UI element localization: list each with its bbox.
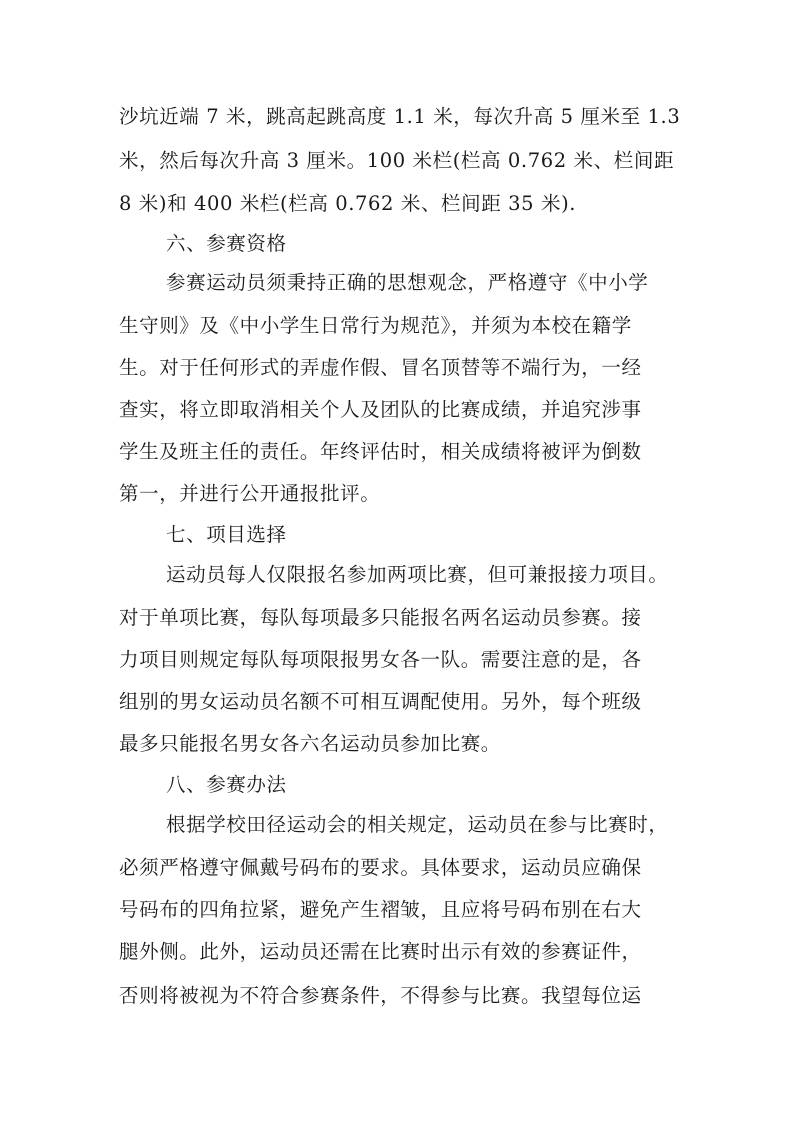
text-line: 米，然后每次升高 3 厘米。100 米栏(栏高 0.762 米、栏间距	[119, 149, 675, 172]
text-line: 生守则》及《中小学生日常行为规范》，并须为本校在籍学	[119, 314, 632, 337]
section-heading-eligibility: 六、参赛资格	[166, 232, 287, 255]
text-line: 查实，将立即取消相关个人及团队的比赛成绩，并追究涉事	[119, 398, 642, 421]
paragraph-line: 根据学校田径运动会的相关规定，运动员在参与比赛时，	[166, 813, 669, 836]
text-line: 腿外侧。此外，运动员还需在比赛时出示有效的参赛证件，	[119, 940, 642, 963]
paragraph-line: 运动员每人仅限报名参加两项比赛，但可兼报接力项目。	[166, 563, 669, 586]
text-line: 必须严格遵守佩戴号码布的要求。具体要求，运动员应确保	[119, 856, 642, 879]
text-line: 号码布的四角拉紧，避免产生褶皱，且应将号码布别在右大	[119, 898, 642, 921]
text-line: 组别的男女运动员名额不可相互调配使用。另外，每个班级	[119, 690, 642, 713]
text-line: 第一，并进行公开通报批评。	[119, 482, 381, 505]
paragraph-line: 参赛运动员须秉持正确的思想观念，严格遵守《中小学	[166, 271, 649, 294]
section-heading-event-selection: 七、项目选择	[166, 523, 287, 546]
text-line: 沙坑近端 7 米，跳高起跳高度 1.1 米，每次升高 5 厘米至 1.3	[119, 105, 681, 128]
text-line: 对于单项比赛，每队每项最多只能报名两名运动员参赛。接	[119, 606, 642, 629]
text-line: 否则将被视为不符合参赛条件，不得参与比赛。我望每位运	[119, 984, 642, 1007]
text-line: 力项目则规定每队每项限报男女各一队。需要注意的是，各	[119, 648, 642, 671]
text-line: 学生及班主任的责任。年终评估时，相关成绩将被评为倒数	[119, 440, 642, 463]
section-heading-participation-method: 八、参赛办法	[166, 773, 287, 796]
text-line: 最多只能报名男女各六名运动员参加比赛。	[119, 732, 501, 755]
text-line: 生。对于任何形式的弄虚作假、冒名顶替等不端行为，一经	[119, 356, 642, 379]
text-line: 8 米)和 400 米栏(栏高 0.762 米、栏间距 35 米).	[119, 192, 577, 215]
